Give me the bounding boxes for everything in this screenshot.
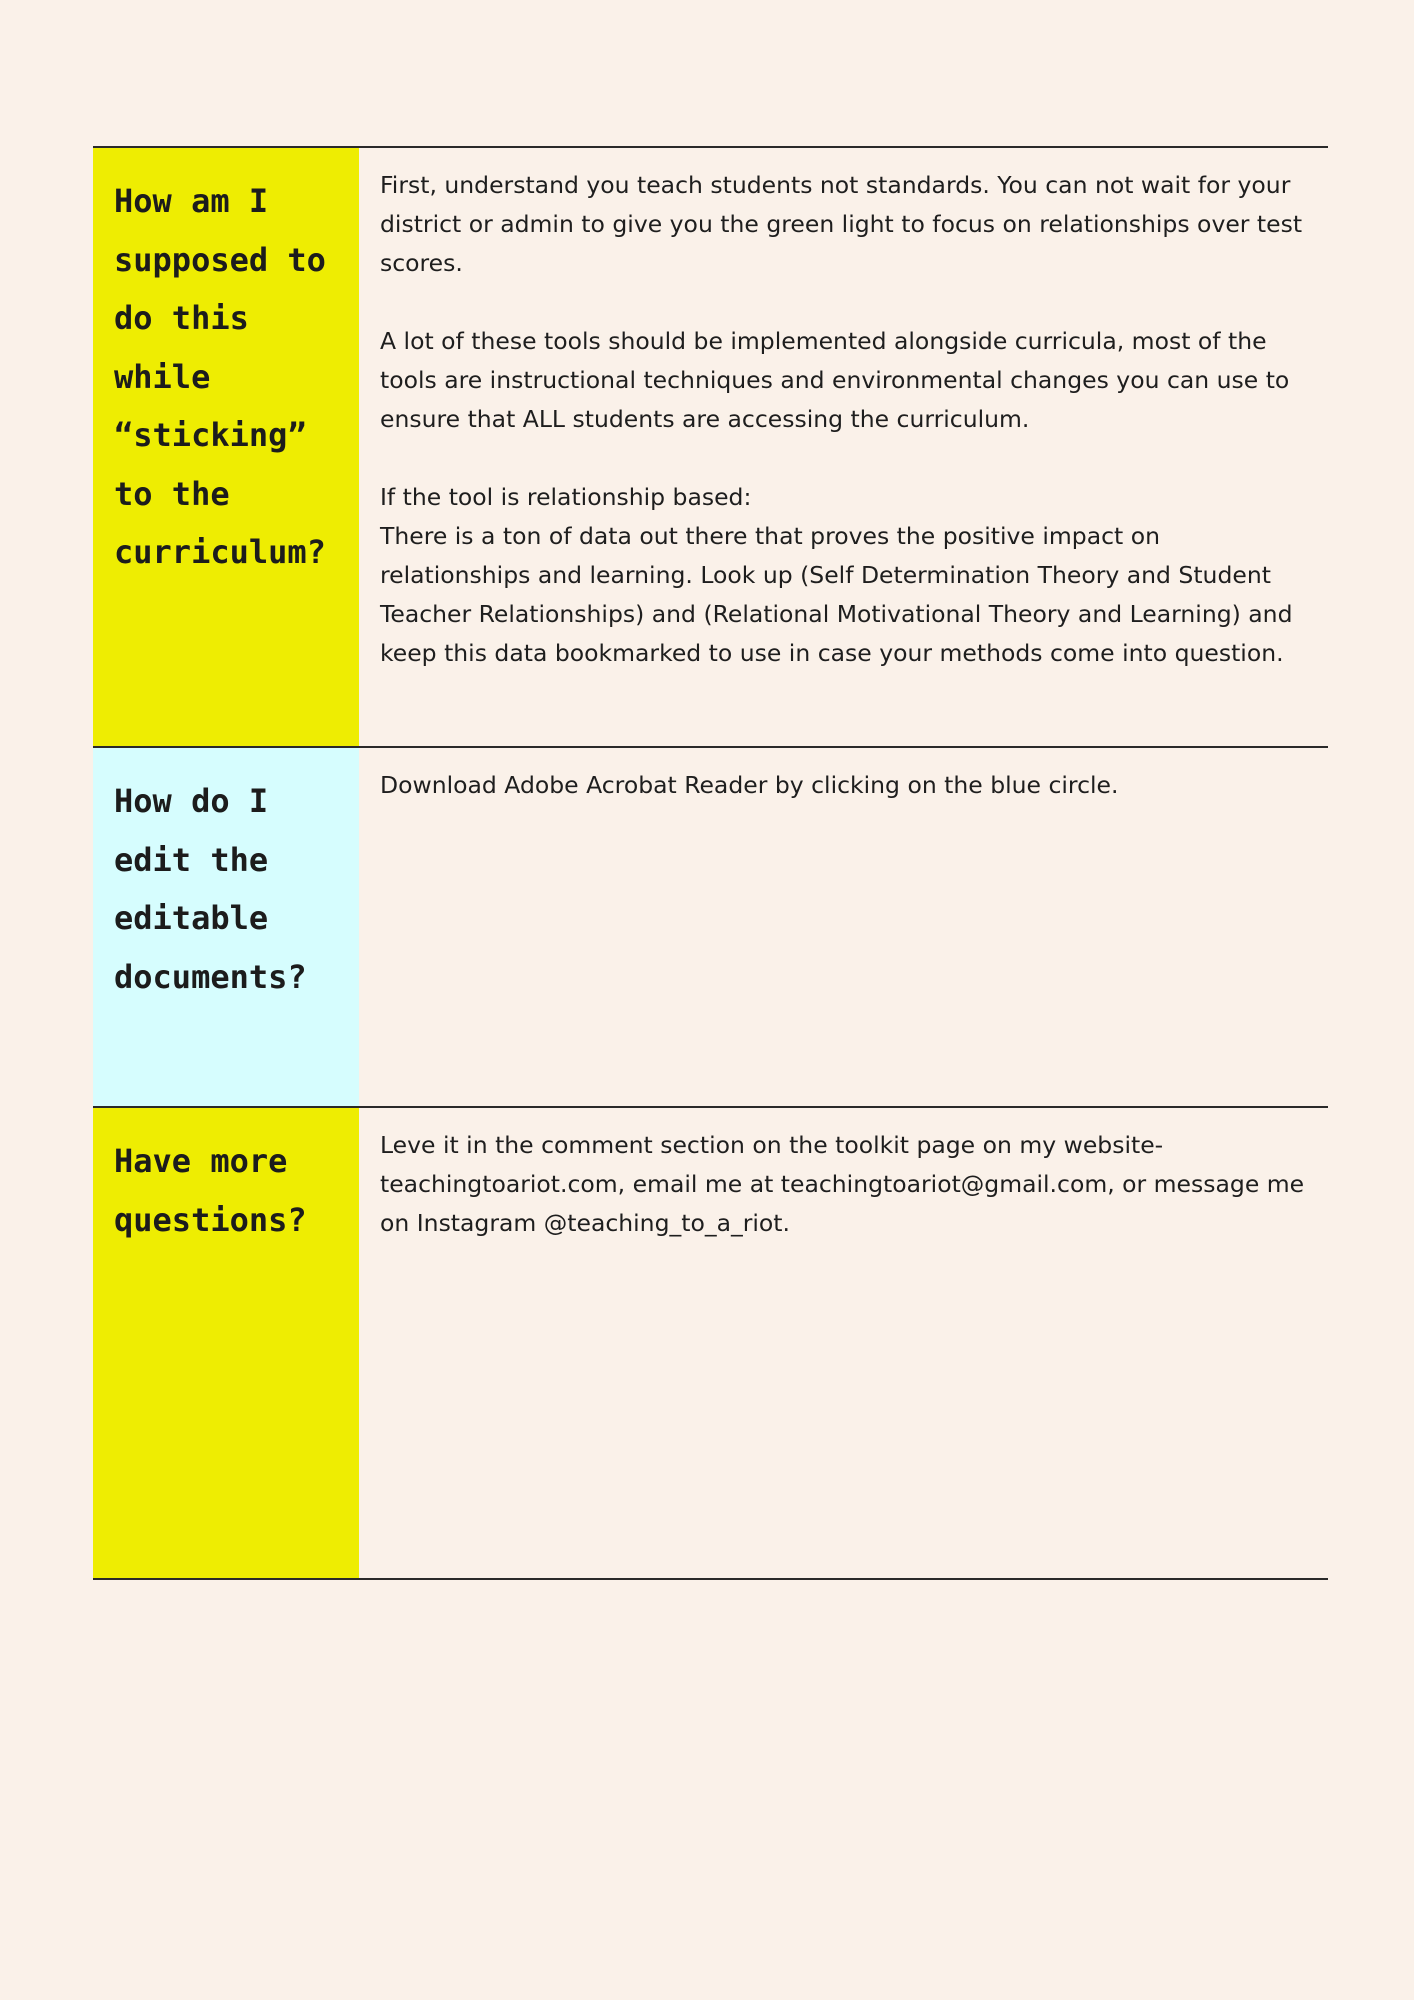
answer-text: Leve it in the comment section on the toolkit page on my website- teachingtoariot.com, email me at teachingtoariot@gmail.com, or message me on Instagram @teaching_to_a_riot. <box>380 1131 1305 1237</box>
answer-text: A lot of these tools should be implemented alongside curricula, most of the tools are instructional techniques and environmental changes you can use to ensure that ALL students are accessing the curriculum. <box>380 327 1290 433</box>
question-line: documents? <box>114 957 307 996</box>
question-cell <box>93 148 359 746</box>
question-line: How am I <box>114 182 269 220</box>
question-line: “sticking” <box>114 416 307 454</box>
faq-table <box>93 146 1328 1580</box>
question-line: do this <box>114 299 249 337</box>
answer-paragraph <box>380 1126 1308 1243</box>
answer-cell <box>359 148 1328 746</box>
answer-cell <box>359 748 1328 1106</box>
answer-paragraph <box>380 766 1308 805</box>
question-line: editable <box>114 899 269 937</box>
question-line: Have more <box>114 1142 288 1180</box>
answer-paragraph <box>380 478 1308 673</box>
question-line: questions? <box>114 1200 307 1239</box>
question-line: edit the <box>114 840 269 879</box>
faq-row-curriculum <box>93 146 1328 746</box>
answer-text: First, understand you teach students not standards. You can not wait for your district or admin to give you the green light to focus on relationships over test scores. <box>380 171 1303 277</box>
question-line: curriculum? <box>114 533 326 571</box>
question-line: while <box>114 357 211 396</box>
faq-row-editing <box>93 746 1328 1106</box>
answer-text: If the tool is relationship based: <box>380 483 752 511</box>
answer-text: There is a ton of data out there that proves the positive impact on relationships and learning. Look up (Self Determination Theory and Student Teacher Relationships) and (Relational Motivational Theory and Learning) and keep this data bookmarked to use in case your methods come into question. <box>380 522 1293 667</box>
answer-cell <box>359 1108 1328 1578</box>
answer-paragraph <box>380 322 1308 439</box>
answer-paragraph <box>380 166 1308 283</box>
answer-text: Download Adobe Acrobat Reader by clicking on the blue circle. <box>380 771 1119 799</box>
faq-row-more-questions <box>93 1106 1328 1580</box>
question-cell <box>93 1108 359 1578</box>
question-line: How do I <box>114 782 269 820</box>
question-line: supposed to <box>114 240 326 279</box>
question-cell <box>93 748 359 1106</box>
question-line: to the <box>114 474 230 513</box>
